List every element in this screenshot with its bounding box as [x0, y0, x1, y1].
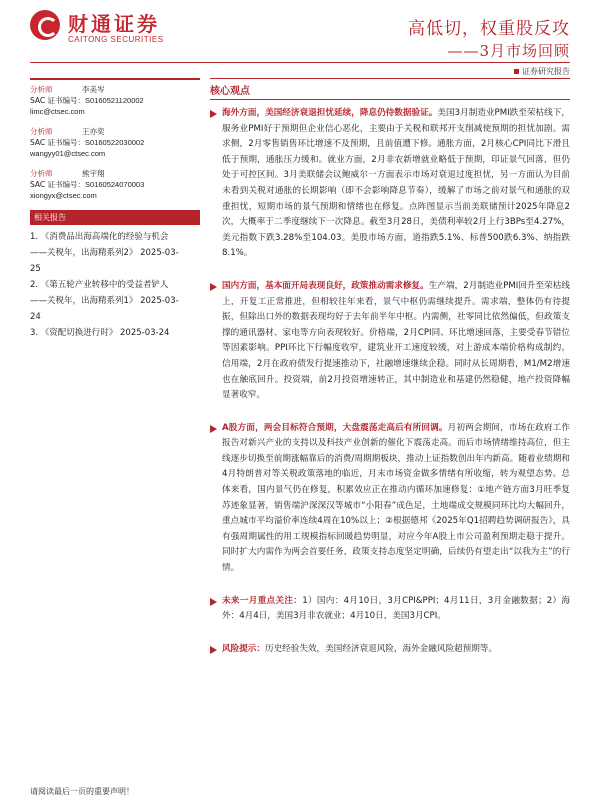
analyst-role: 分析师: [30, 85, 53, 94]
analyst-card: [30, 126, 200, 159]
paragraph-a-share: [210, 421, 570, 577]
analyst-cert: S0160524070003: [85, 180, 145, 189]
report-title: 高低切，权重股反攻: [408, 19, 570, 39]
related-reports-heading: 相关报告: [30, 210, 200, 225]
triangle-bullet-icon: [210, 646, 217, 654]
brand-mark-icon: [30, 10, 60, 40]
analyst-role: 分析师: [30, 169, 53, 178]
analyst-cert-label: SAC 证书编号：: [30, 180, 86, 189]
analyst-role: 分析师: [30, 127, 53, 136]
sidebar-top-rule: [30, 78, 200, 80]
paragraph-lead: 海外方面，美国经济衰退担忧延续，降息仍待数据验证。: [222, 108, 438, 118]
paragraph-body: 月初两会期间，市场在政府工作报告对新兴产业的支持以及科技产业创新的催化下震荡走高。而后市场情绪维持高位，但主线逐步切换至前期涨幅靠后的消费/周期期板块，推动上证指数创出年内新高。随着业绩期和4月特朗普对等关税政策落地的临近，月末市场资金做多情绪有所收缩，转为观望态势。总体来看，国内景气仍在修复，积累效应正在推动内循环加速修复：①地产链方面3月旺季复苏迹象显著，销售端沪深深汉等城市“小阳春”成色足，土地端成交规模同环比均大幅回升，重点城市平均溢价率连续4周在10%以上；②根据德邦《2025年Q1招聘趋势调研报告》，具有强周期属性的用工规模指标回暖趋势明显，对应今年A股上市公司盈利预期走稳于提升。同时扩大内需作为两会首要任务，政策支持态度坚定明确，后续仍有望走出“以我为主”的行情。: [222, 422, 570, 574]
paragraph-body: 历史经验失效，美国经济衰退风险，海外金融风险超预期等。: [264, 643, 498, 654]
main-content: [210, 78, 570, 674]
disclaimer-note: 请阅读最后一页的重要声明！: [30, 787, 134, 796]
paragraph-lead: 未来一月重点关注：: [222, 595, 303, 606]
report-type-tag: [514, 66, 570, 77]
sidebar: [30, 78, 200, 341]
triangle-bullet-icon: [210, 283, 217, 291]
related-report-line: 24: [30, 312, 41, 322]
related-report-line: 2. 《第五轮产业转移中的受益者铲人: [30, 280, 169, 290]
related-report-item[interactable]: [30, 229, 200, 277]
paragraph-overseas: [210, 106, 570, 262]
paragraph-lead: 国内方面，基本面开局表现良好，政策推动需求修复。: [222, 280, 429, 291]
brand-name-en: CAITONG SECURITIES: [68, 35, 164, 44]
header-divider: [30, 62, 570, 63]
triangle-bullet-icon: [210, 110, 217, 118]
analyst-name: 李美岑: [82, 85, 105, 94]
related-report-line: 3. 《资配切换进行时》 2025-03-24: [30, 328, 170, 338]
analyst-name: 王亦奕: [82, 127, 105, 136]
related-report-item[interactable]: [30, 277, 200, 325]
paragraph-body: 美国3月制造业PMI跌至荣枯线下，服务业PMI好于预期但企业信心恶化，主要由于关税和联邦开支削减使预期的担忧加剧。需求侧，2月零售销售环比增速不及预期，且前值遭下修。通胀方面，2月核心CPI同比下滑且低于预期，通胀压力缓和。就业方面，2月非农新增就业略低于预期，印证景气回落，但仍处于可控区间。3月美联储会议鲍威尔一方面表示市场对衰退过度担忧，另一方面认为目前未看到关税对通胀的长期影响（即不会影响降息节奏），缓解了市场之前对景气和通胀的双重担忧，短期市场的景气预期和情绪也在修复。点阵图显示当前美联储预计2025年降息2次，大概率于二季度继续下一次降息。截至3月28日，美债利率较2月上行3BPs至4.27%，美元指数下跌3.28%至104.03。美股市场方面，道指跌5.1%、标普500跌6.3%、纳指跌8.1%。: [222, 108, 570, 259]
related-report-line: ——关税年，出海精系列2》 2025-03-: [30, 248, 179, 258]
brand-logo: [30, 8, 220, 48]
paragraph-focus: [210, 594, 570, 625]
analyst-email[interactable]: xiongyx@ctsec.com: [30, 191, 97, 200]
core-views-heading: 核心观点: [210, 86, 250, 97]
brand-name-cn: 财通证券: [68, 12, 160, 36]
related-reports-list: [30, 229, 200, 341]
related-report-line: 1. 《消费品出海高端化的经验与机会: [30, 232, 169, 242]
core-bottom-rule: [210, 99, 570, 100]
analyst-cert: S0160521120002: [85, 96, 144, 105]
paragraph-lead: 风险提示：: [222, 643, 265, 654]
analyst-email[interactable]: limc@ctsec.com: [30, 107, 85, 116]
analyst-card: [30, 84, 200, 117]
analyst-email[interactable]: wangyy01@ctsec.com: [30, 149, 106, 158]
analyst-cert-label: SAC 证书编号：: [30, 96, 86, 105]
paragraph-risk: [210, 642, 570, 658]
paragraph-body: 1）国内：4月10日，3月CPI&PPI；4月11日，3月金融数据；2）海外：4月4日，美国3月非农就业；4月10日，美国3月CPI。: [222, 595, 570, 622]
report-type-label: 证券研究报告: [522, 67, 570, 76]
square-bullet-icon: [514, 69, 519, 74]
analyst-name: 熊宇翔: [82, 169, 105, 178]
analyst-cert-label: SAC 证书编号：: [30, 138, 86, 147]
related-report-line: ——关税年，出海精系列1》 2025-03-: [30, 296, 179, 306]
related-report-line: 25: [30, 264, 41, 274]
analyst-card: [30, 168, 200, 201]
triangle-bullet-icon: [210, 598, 217, 606]
related-report-item[interactable]: [30, 325, 200, 341]
paragraph-lead: A股方面，两会目标符合预期，大盘震荡走高后有所回调。: [222, 422, 448, 433]
analyst-cert: S0160522030002: [85, 138, 145, 147]
paragraph-body: 生产端，2月制造业PMI回升至荣枯线上，开复工正常推进，但相较往年来看，景气中枢仍需继续提升。需求端，整体仍有待提振，但除出口外的数据表现均好于去年前半年中枢。内需侧，社零同比依然偏低，但政策支撑的通讯器材、家电等方向表现较好。价格端，2月CPI同、环比增速回落，主要受春节错位等因素影响。PPI环比下行幅度收窄，建筑业开工速度较缓，对上游成本端价格构成制约。信用端，2月在政府债发行提速推动下，社融增速继续企稳。同时从长周期看，M1/M2增速也在触底回升。投资端，前2月投资增速转正，其中制造业和基建仍然稳健，地产投资降幅显著收窄。: [222, 280, 570, 401]
report-subtitle: ——3月市场回顾: [447, 42, 570, 60]
paragraph-domestic: [210, 279, 570, 404]
triangle-bullet-icon: [210, 425, 217, 433]
